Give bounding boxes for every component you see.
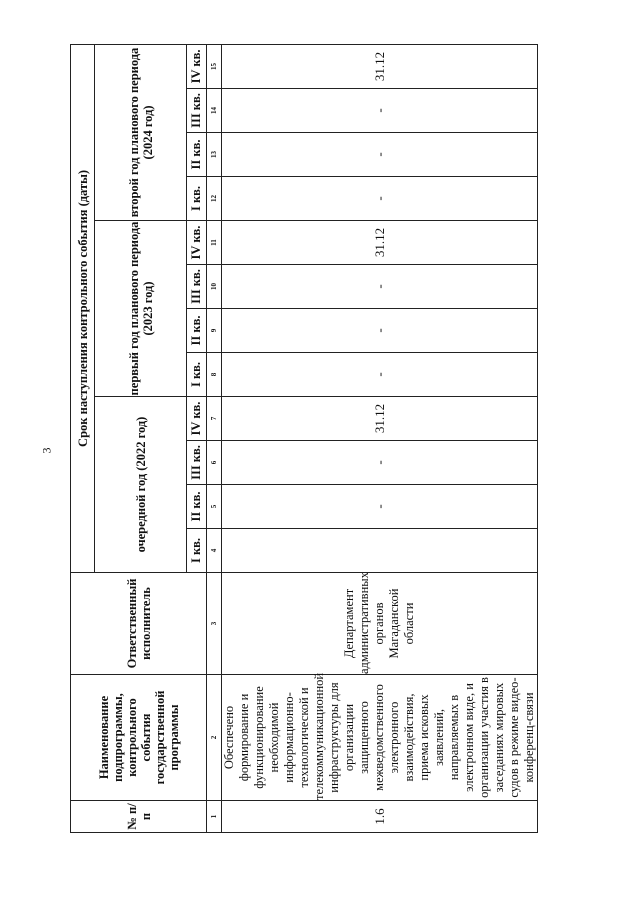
quarter-header: III кв. (187, 441, 207, 485)
row-quarter-value: - (222, 309, 538, 353)
row-quarter-value (222, 529, 538, 573)
column-number: 5 (207, 485, 222, 529)
header-executor: Ответственный исполнитель (71, 573, 207, 675)
row-quarter-value: - (222, 485, 538, 529)
column-number: 15 (207, 44, 222, 88)
row-event-name: Обеспечено формирование и функционирование необходимой информационно-технологической и телекоммуникационной инфраструктуры для организации защищенного межведомственного электронного взаимодействия, приема исковых заявлений, направляемых в электронном виде, и организации участия в заседаниях мировых судов в режиме видео-конференц-связи (222, 672, 536, 800)
quarter-header: I кв. (187, 177, 207, 221)
header-num: № п/п (71, 801, 207, 833)
header-year-2022: очередной год (2022 год) (95, 397, 187, 573)
quarter-header: I кв. (187, 529, 207, 573)
row-quarter-value: - (222, 177, 538, 221)
row-quarter-value: - (222, 133, 538, 177)
column-number: 4 (207, 529, 222, 573)
column-number: 11 (207, 221, 222, 265)
column-number: 14 (207, 89, 222, 133)
row-quarter-value: - (222, 441, 538, 485)
page-number: 3 (39, 447, 54, 454)
row-quarter-value: 31.12 (222, 44, 538, 88)
column-number: 6 (207, 441, 222, 485)
column-number: 8 (207, 353, 222, 397)
quarter-header: IV кв. (187, 221, 207, 265)
quarter-header: III кв. (187, 265, 207, 309)
row-quarter-value: - (222, 353, 538, 397)
row-quarter-value: 31.12 (222, 221, 538, 265)
quarter-header: I кв. (187, 353, 207, 397)
quarter-header: II кв. (187, 485, 207, 529)
column-number: 7 (207, 397, 222, 441)
control-events-table (70, 44, 538, 833)
row-number: 1.6 (222, 801, 538, 833)
row-quarter-value: - (222, 89, 538, 133)
column-number: 2 (207, 675, 222, 801)
column-number: 3 (207, 573, 222, 675)
quarter-header: IV кв. (187, 397, 207, 441)
column-number: 12 (207, 177, 222, 221)
column-number: 13 (207, 133, 222, 177)
table-row (222, 44, 538, 832)
rotated-table-container (70, 45, 536, 833)
column-number: 1 (207, 801, 222, 833)
row-quarter-value: - (222, 265, 538, 309)
quarter-header: II кв. (187, 309, 207, 353)
quarter-header: IV кв. (187, 44, 207, 88)
header-year-2024: второй год планового периода (2024 год) (95, 44, 187, 220)
quarter-header: II кв. (187, 133, 207, 177)
header-name: Наименование подпрограммы, контрольного события государственной программы (71, 675, 207, 801)
row-quarter-value: 31.12 (222, 397, 538, 441)
column-number: 9 (207, 309, 222, 353)
header-term: Срок наступления контрольного события (даты) (71, 44, 95, 572)
column-number: 10 (207, 265, 222, 309)
header-year-2023: первый год планового периода (2023 год) (95, 221, 187, 397)
row-executor: Департамент административных органов Магаданской области (222, 573, 538, 675)
quarter-header: III кв. (187, 89, 207, 133)
